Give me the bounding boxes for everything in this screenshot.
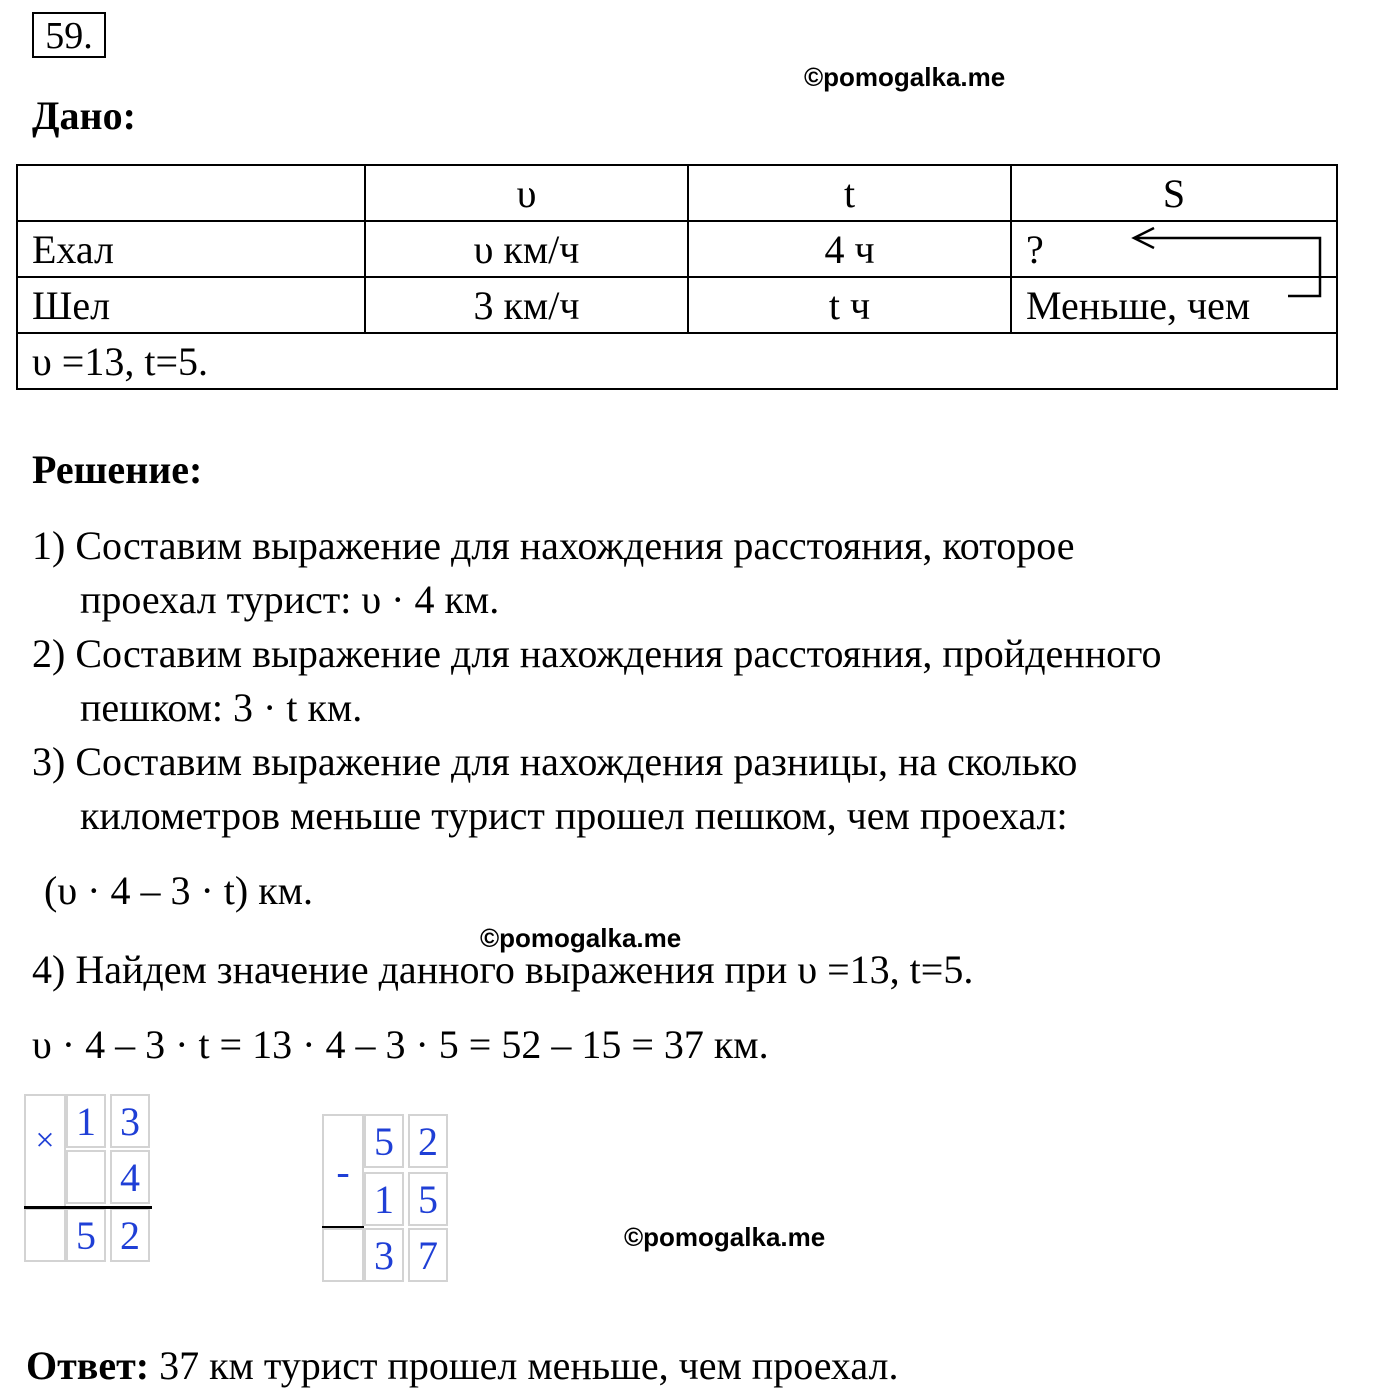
watermark-bottom: ©pomogalka.me [624,1222,826,1252]
header-cell-empty [17,165,365,221]
row-label-rode: Ехал [17,221,365,277]
step-4-line: 4) Найдем значение данного выражения при υ =13, t=5. [32,947,974,992]
mult-result-line [24,1206,152,1209]
mult-empty-cell [24,1208,66,1262]
sub-result-line [322,1226,364,1228]
sub-result-digit: 3 [364,1228,404,1282]
cell-walked-distance: Меньше, чем [1011,277,1337,333]
column-subtraction [322,1114,452,1284]
table-footer-row [17,333,1337,389]
cell-rode-speed: υ км/ч [365,221,688,277]
multiplication-sign: × [35,1122,55,1159]
sub-digit: 5 [364,1114,404,1168]
step-3-line-2: километров меньше турист прошел пешком, чем проехал: [80,793,1068,838]
table-header-row [17,165,1337,221]
sub-digit: 2 [408,1114,448,1168]
step-3-line-1: 3) Составим выражение для нахождения разницы, на сколько [32,739,1078,784]
column-multiplication [24,1094,154,1264]
task-number-box: 59. [32,12,106,58]
subtraction-sign: - [336,1149,350,1194]
given-heading: Дано: [32,93,136,138]
sub-empty-cell [322,1228,364,1282]
cell-walked-speed: 3 км/ч [365,277,688,333]
mult-digit: 1 [66,1094,106,1148]
comparison-arrow-icon [1120,222,1334,312]
mult-digit: 3 [110,1094,150,1148]
header-cell-time: t [688,165,1011,221]
sub-digit: 5 [408,1172,448,1226]
step-2-line-1: 2) Составим выражение для нахождения расстояния, пройденного [32,631,1162,676]
answer-text: 37 км турист прошел меньше, чем проехал. [159,1343,899,1388]
step-2-line-2: пешком: 3 · t км. [80,685,363,730]
mult-result-digit: 5 [66,1208,106,1262]
answer-label: Ответ: [26,1343,150,1388]
sub-result-digit: 7 [408,1228,448,1282]
header-cell-distance: S [1011,165,1337,221]
given-values: υ =13, t=5. [17,333,1337,389]
solution-heading: Решение: [32,447,203,492]
answer-line [26,1342,898,1389]
step-3-expression: (υ · 4 – 3 · t) км. [44,868,313,913]
watermark-middle: ©pomogalka.me [480,923,682,953]
cell-walked-time: t ч [688,277,1011,333]
mult-digit: 4 [110,1150,150,1204]
step-1-line-2: проехал турист: υ · 4 км. [80,577,500,622]
header-cell-speed: υ [365,165,688,221]
row-label-walked: Шел [17,277,365,333]
cell-rode-time: 4 ч [688,221,1011,277]
mult-digit [66,1150,106,1204]
mult-result-digit: 2 [110,1208,150,1262]
sub-digit: 1 [364,1172,404,1226]
watermark-top: ©pomogalka.me [804,62,1006,92]
cell-rode-distance: ? [1011,221,1337,277]
step-1-line-1: 1) Составим выражение для нахождения расстояния, которое [32,523,1075,568]
calculation-line: υ · 4 – 3 · t = 13 · 4 – 3 · 5 = 52 – 15 = 37 км. [32,1022,769,1067]
